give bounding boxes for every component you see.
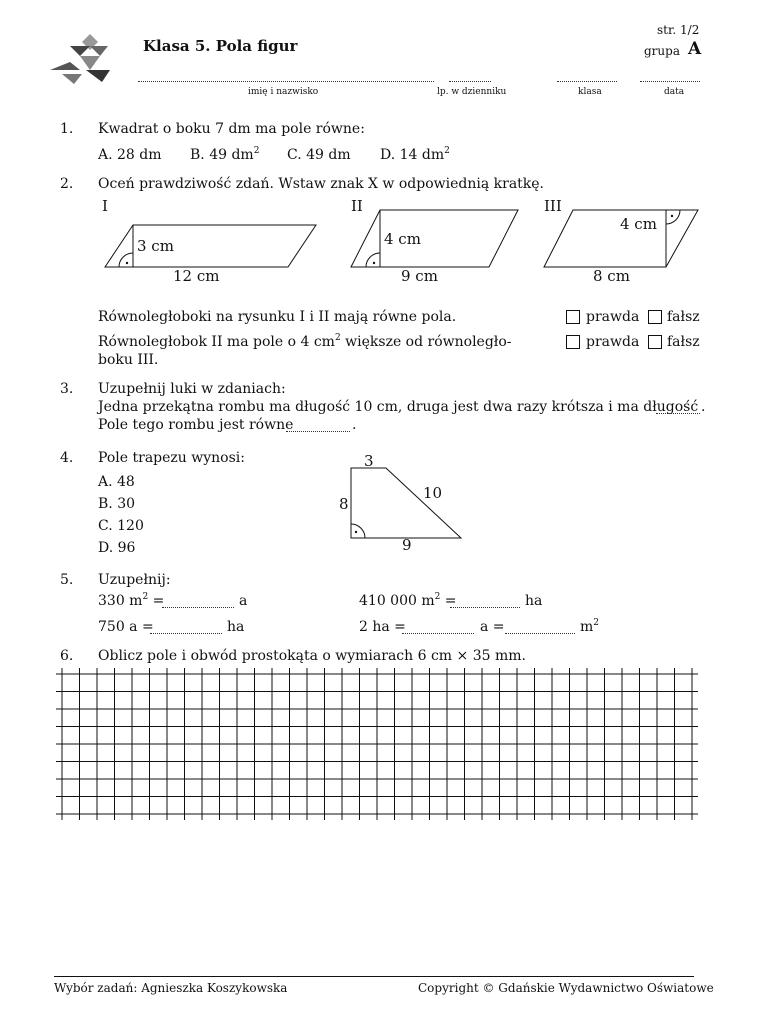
statement-2: Równoległobok II ma pole o 4 $cm^2$ większe od równoległo- — [98, 333, 512, 350]
task-4-option-a: A. 48 — [98, 474, 135, 490]
date-field-line[interactable] — [640, 81, 700, 82]
footer-author: Wybór zadań: Agnieszka Koszykowska — [54, 981, 288, 995]
statement-1-false-checkbox[interactable] — [648, 310, 662, 324]
task-3-question: Uzupełnij luki w zdaniach: — [98, 381, 286, 397]
conversion-3-left: 750 a = — [98, 619, 154, 635]
figure-3-height: 4 cm — [620, 215, 657, 233]
statement-1-false-label: fałsz — [667, 309, 700, 325]
conversion-4-blank-2[interactable] — [505, 633, 575, 634]
statement-2-continued: boku III. — [98, 352, 159, 368]
task-6-question: Oblicz pole i obwód prostokąta o wymiarach 6 cm × 35 mm. — [98, 648, 526, 664]
task-4-option-c: C. 120 — [98, 518, 144, 534]
number-field-label: lp. w dzienniku — [437, 87, 507, 97]
task-1-option-d: D. 14 $dm^2$ — [380, 146, 450, 163]
task-3-line-2-end: . — [352, 417, 357, 433]
statement-2-true-label: prawda — [586, 334, 640, 350]
trapezoid-figure — [336, 452, 476, 552]
parallelogram-2 — [348, 197, 528, 287]
trapezoid-top-label: 3 — [364, 452, 374, 470]
figure-3-base: 8 cm — [593, 267, 630, 285]
trapezoid-side-label: 10 — [423, 484, 443, 502]
figure-2-base: 9 cm — [401, 267, 438, 285]
trapezoid-bottom-label: 9 — [402, 536, 412, 554]
publisher-logo — [48, 32, 118, 88]
conversion-2-unit: ha — [525, 593, 543, 609]
task-3-line-1-end: . — [701, 399, 706, 415]
task-4-option-b: B. 30 — [98, 496, 136, 512]
statement-1-true-checkbox[interactable] — [566, 310, 580, 324]
task-1-option-c: C. 49 dm — [287, 147, 351, 163]
conversion-4-blank-1[interactable] — [402, 633, 474, 634]
figure-1-label: I — [102, 197, 108, 215]
statement-2-false-checkbox[interactable] — [648, 335, 662, 349]
conversion-4-left: 2 ha = — [359, 619, 406, 635]
task-4-number: 4. — [60, 450, 74, 466]
figure-1-height: 3 cm — [137, 237, 174, 255]
conversion-1-unit: a — [239, 593, 248, 609]
task-3-answer-1-blank[interactable] — [656, 413, 700, 414]
footer-rule — [54, 976, 694, 977]
group-value: A — [688, 39, 702, 59]
conversion-2-left: 410 000 $m^2$ = — [359, 592, 457, 609]
task-3-line-2: Pole tego rombu jest równe — [98, 417, 294, 433]
task-1-option-a: A. 28 dm — [98, 147, 162, 163]
task-1-option-b: B. 49 $dm^2$ — [190, 146, 260, 163]
task-3-number: 3. — [60, 381, 74, 397]
footer-copyright: Copyright © Gdańskie Wydawnictwo Oświatowe — [418, 981, 714, 995]
parallelogram-1 — [100, 197, 330, 287]
task-2-number: 2. — [60, 176, 74, 192]
group-label: grupa — [644, 44, 680, 58]
conversion-4-middle: a = — [480, 619, 505, 635]
task-3-answer-2-blank[interactable] — [286, 431, 350, 432]
conversion-3-unit: ha — [227, 619, 245, 635]
task-2-question: Oceń prawdziwość zdań. Wstaw znak X w odpowiednią kratkę. — [98, 176, 545, 192]
figure-2-height: 4 cm — [384, 230, 421, 248]
class-field-label: klasa — [578, 87, 602, 97]
parallelogram-3 — [540, 197, 710, 287]
statement-1: Równoległoboki na rysunku I i II mają równe pola. — [98, 309, 457, 325]
page-number: str. 1/2 — [657, 23, 700, 37]
class-field-line[interactable] — [557, 81, 617, 82]
conversion-3-blank[interactable] — [150, 633, 222, 634]
task-1-question: Kwadrat o boku 7 dm ma pole równe: — [98, 121, 365, 137]
task-4-option-d: D. 96 — [98, 540, 136, 556]
task-5-question: Uzupełnij: — [98, 572, 171, 588]
task-4-question: Pole trapezu wynosi: — [98, 450, 245, 466]
number-field-line[interactable] — [449, 81, 491, 82]
name-field-line[interactable] — [138, 81, 434, 82]
task-1-number: 1. — [60, 121, 74, 137]
task-6-number: 6. — [60, 648, 74, 664]
conversion-1-left: 330 $m^2$ = — [98, 592, 165, 609]
figure-1-base: 12 cm — [173, 267, 220, 285]
date-field-label: data — [664, 87, 685, 97]
name-field-label: imię i nazwisko — [248, 87, 319, 97]
statement-2-true-checkbox[interactable] — [566, 335, 580, 349]
task-3-line-1: Jedna przekątna rombu ma długość 10 cm, druga jest dwa razy krótsza i ma długość — [98, 399, 699, 415]
conversion-2-blank[interactable] — [450, 607, 520, 608]
conversion-1-blank[interactable] — [162, 607, 234, 608]
figure-2-label: II — [351, 197, 363, 215]
worksheet-title: Klasa 5. Pola figur — [143, 37, 298, 55]
conversion-4-unit: $m^2$ — [580, 618, 600, 635]
figure-3-label: III — [544, 197, 562, 215]
task-5-number: 5. — [60, 572, 74, 588]
answer-grid[interactable] — [54, 668, 694, 828]
trapezoid-height-label: 8 — [339, 495, 349, 513]
statement-2-false-label: fałsz — [667, 334, 700, 350]
statement-1-true-label: prawda — [586, 309, 640, 325]
